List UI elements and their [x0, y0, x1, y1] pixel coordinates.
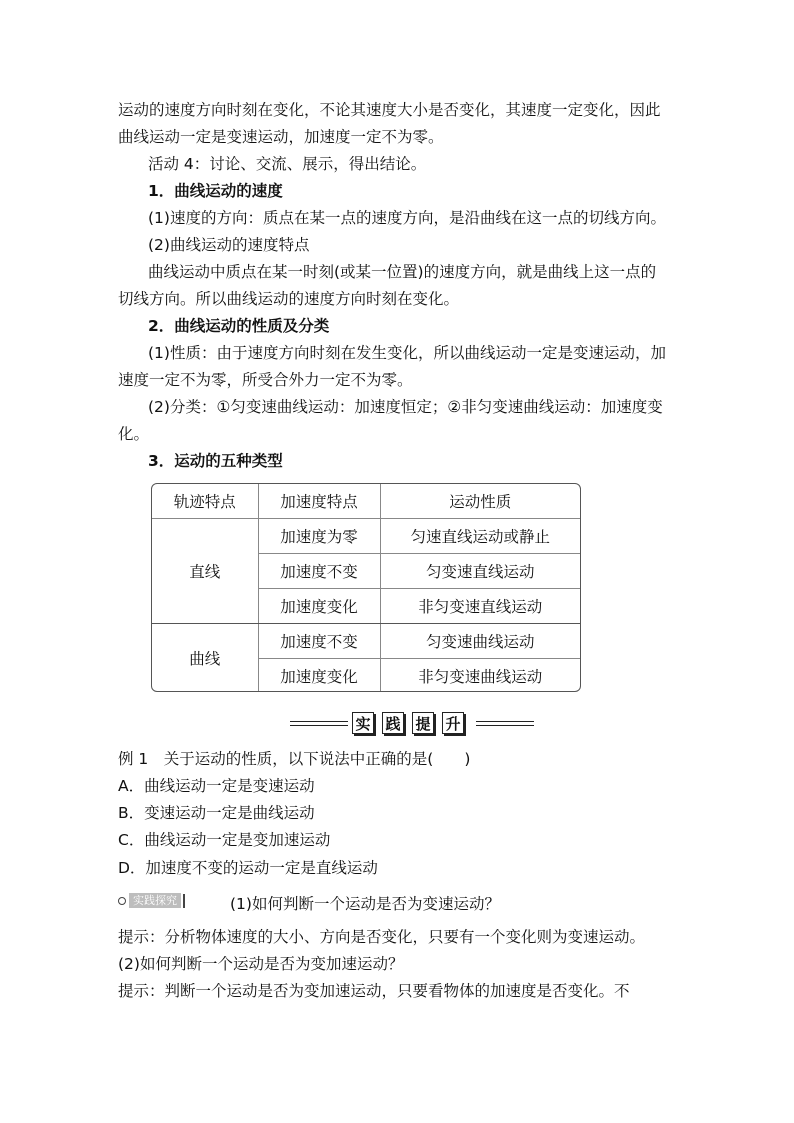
- paragraph-line: 速度一定不为零，所受合外力一定不为零。: [118, 371, 413, 389]
- paragraph-line: 运动的速度方向时刻在变化，不论其速度大小是否变化，其速度一定变化，因此: [118, 101, 661, 119]
- paragraph-line: (1)速度的方向：质点在某一点的速度方向，是沿曲线在这一点的切线方向。: [148, 209, 666, 227]
- table-cell: 加速度变化: [258, 659, 380, 693]
- table-header-row: [152, 484, 580, 519]
- section-title: 2．曲线运动的性质及分类: [148, 317, 330, 335]
- table-group-cell: 直线: [152, 519, 258, 624]
- bullet-icon: [118, 897, 126, 905]
- tag-bar-icon: [183, 894, 185, 908]
- table-header-cell: 轨迹特点: [152, 484, 258, 519]
- explore-tag: [118, 893, 185, 908]
- table-group-cell: 曲线: [152, 624, 258, 693]
- table-row: [152, 624, 580, 659]
- paragraph-line: 曲线运动一定是变速运动，加速度一定不为零。: [118, 128, 444, 146]
- option-d: D．加速度不变的运动一定是直线运动: [118, 859, 378, 877]
- table-cell: 非匀变速直线运动: [380, 589, 580, 624]
- table-row: [152, 519, 580, 554]
- example-stem: 例 1 关于运动的性质，以下说法中正确的是( ): [118, 750, 471, 768]
- explore-tag-label: 实践探究: [129, 893, 181, 908]
- option-c: C．曲线运动一定是变加速运动: [118, 831, 331, 849]
- option-b: B．变速运动一定是曲线运动: [118, 804, 315, 822]
- table-cell: 加速度变化: [258, 589, 380, 624]
- table-cell: 非匀变速曲线运动: [380, 659, 580, 693]
- table-cell: 匀变速曲线运动: [380, 624, 580, 659]
- section-title: 1．曲线运动的速度: [148, 182, 283, 200]
- table-cell: 加速度为零: [258, 519, 380, 554]
- banner-rule: [476, 725, 534, 726]
- section-banner: [290, 712, 534, 736]
- question-2: (2)如何判断一个运动是否为变加速运动？: [118, 955, 404, 973]
- table-cell: 匀速直线运动或静止: [380, 519, 580, 554]
- banner-rule: [290, 725, 348, 726]
- banner-rule: [476, 721, 534, 722]
- section-title: 3．运动的五种类型: [148, 452, 283, 470]
- paragraph-line: (1)性质：由于速度方向时刻在发生变化，所以曲线运动一定是变速运动，加: [148, 344, 666, 362]
- table-cell: 加速度不变: [258, 624, 380, 659]
- table-header-cell: 加速度特点: [258, 484, 380, 519]
- motion-types-table: [151, 483, 581, 692]
- paragraph-line: 化。: [118, 425, 150, 443]
- paragraph-line: 切线方向。所以曲线运动的速度方向时刻在变化。: [118, 290, 460, 308]
- table-header-cell: 运动性质: [380, 484, 580, 519]
- table-cell: 加速度不变: [258, 554, 380, 589]
- hint-1: 提示：分析物体速度的大小、方向是否变化，只要有一个变化则为变速运动。: [118, 928, 646, 946]
- paragraph-line: 曲线运动中质点在某一时刻(或某一位置)的速度方向，就是曲线上这一点的: [148, 263, 657, 281]
- banner-char: 实: [352, 712, 374, 734]
- banner-rule: [290, 721, 348, 722]
- banner-title: [352, 712, 464, 734]
- banner-char: 践: [382, 712, 404, 734]
- banner-char: 升: [442, 712, 464, 734]
- question-1: (1)如何判断一个运动是否为变速运动？: [230, 895, 500, 913]
- option-a: A．曲线运动一定是变速运动: [118, 777, 315, 795]
- paragraph-line: (2)分类：①匀变速曲线运动：加速度恒定；②非匀变速曲线运动：加速度变: [148, 398, 663, 416]
- hint-2: 提示：判断一个运动是否为变加速运动，只要看物体的加速度是否变化。不: [118, 982, 630, 1000]
- activity-heading: 活动 4：讨论、交流、展示，得出结论。: [148, 155, 427, 173]
- paragraph-line: (2)曲线运动的速度特点: [148, 236, 310, 254]
- banner-char: 提: [412, 712, 434, 734]
- table-cell: 匀变速直线运动: [380, 554, 580, 589]
